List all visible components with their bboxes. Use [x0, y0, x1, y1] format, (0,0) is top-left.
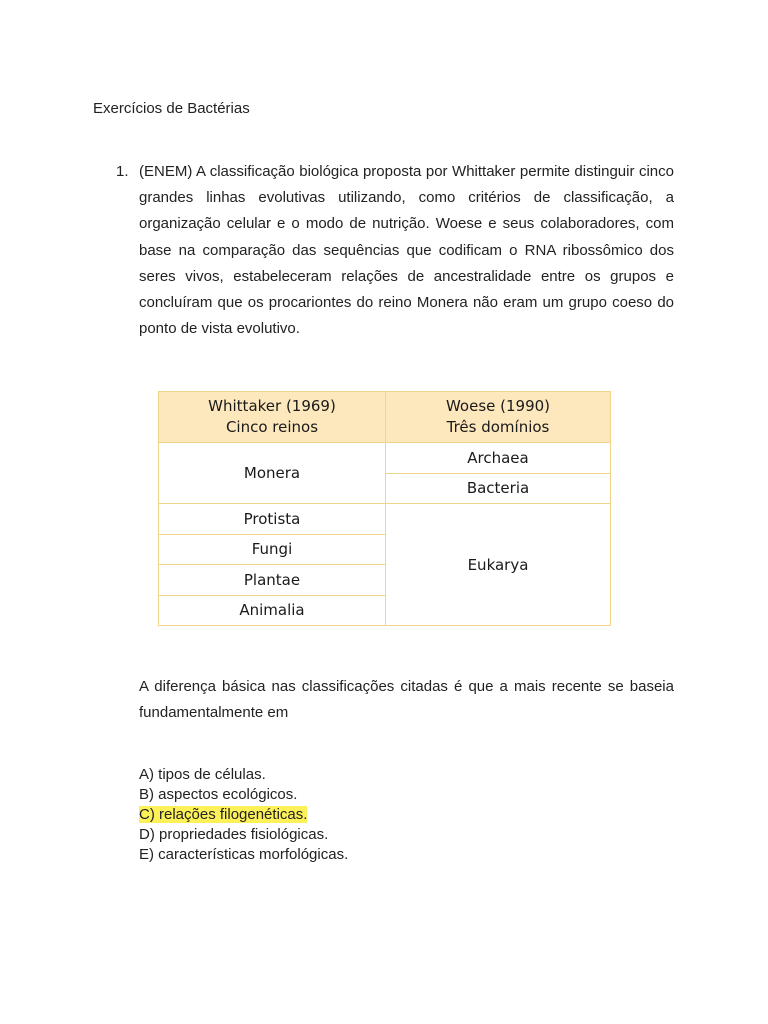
table-row [159, 443, 611, 474]
answer-options [139, 765, 348, 865]
question-text: (ENEM) A classificação biológica proposta por Whittaker permite distinguir cinco grandes linhas evolutivas utilizando, como critérios de classificação, a organização celular e o modo de nutrição. Woese e seus colaboradores, com base na comparação das sequências que codificam o RNA ribossômico dos seres vivos, estabeleceram relações de ancestralidade entre os grupos e concluíram que os procariontes do reino Monera não eram um grupo coeso do ponto de vista evolutivo. [139, 163, 674, 338]
option-e-text: E) características morfológicas. [139, 846, 349, 863]
option-e [139, 845, 348, 865]
cell-animalia: Animalia [159, 595, 386, 626]
cell-fungi: Fungi [159, 534, 386, 565]
cell-eukarya: Eukarya [386, 504, 611, 626]
cell-bacteria: Bacteria [386, 473, 611, 504]
option-c-text: C) relações filogenéticas. [139, 806, 308, 823]
document-title: Exercícios de Bactérias [93, 100, 250, 117]
question-prompt: A diferença básica nas classificações citadas é que a mais recente se baseia fundamentalmente em [139, 678, 674, 722]
cell-archaea: Archaea [386, 443, 611, 474]
option-d [139, 825, 348, 845]
option-d-text: D) propriedades fisiológicas. [139, 826, 329, 843]
header-woese-subtitle: Três domínios [446, 418, 550, 436]
option-a [139, 765, 348, 785]
option-c-highlighted [139, 805, 348, 825]
option-b-text: B) aspectos ecológicos. [139, 786, 298, 803]
table-header-row [159, 392, 611, 443]
cell-plantae: Plantae [159, 565, 386, 596]
question-number: 1. [116, 163, 129, 180]
option-b [139, 785, 348, 805]
cell-monera: Monera [159, 443, 386, 504]
table-row [159, 504, 611, 535]
header-woese [386, 392, 611, 443]
option-a-text: A) tipos de células. [139, 766, 266, 783]
header-whittaker-subtitle: Cinco reinos [225, 418, 319, 436]
cell-protista: Protista [159, 504, 386, 535]
header-whittaker [159, 392, 386, 443]
classification-table [158, 391, 611, 626]
header-woese-year: Woese (1990) [445, 397, 551, 415]
header-whittaker-year: Whittaker (1969) [208, 397, 336, 415]
